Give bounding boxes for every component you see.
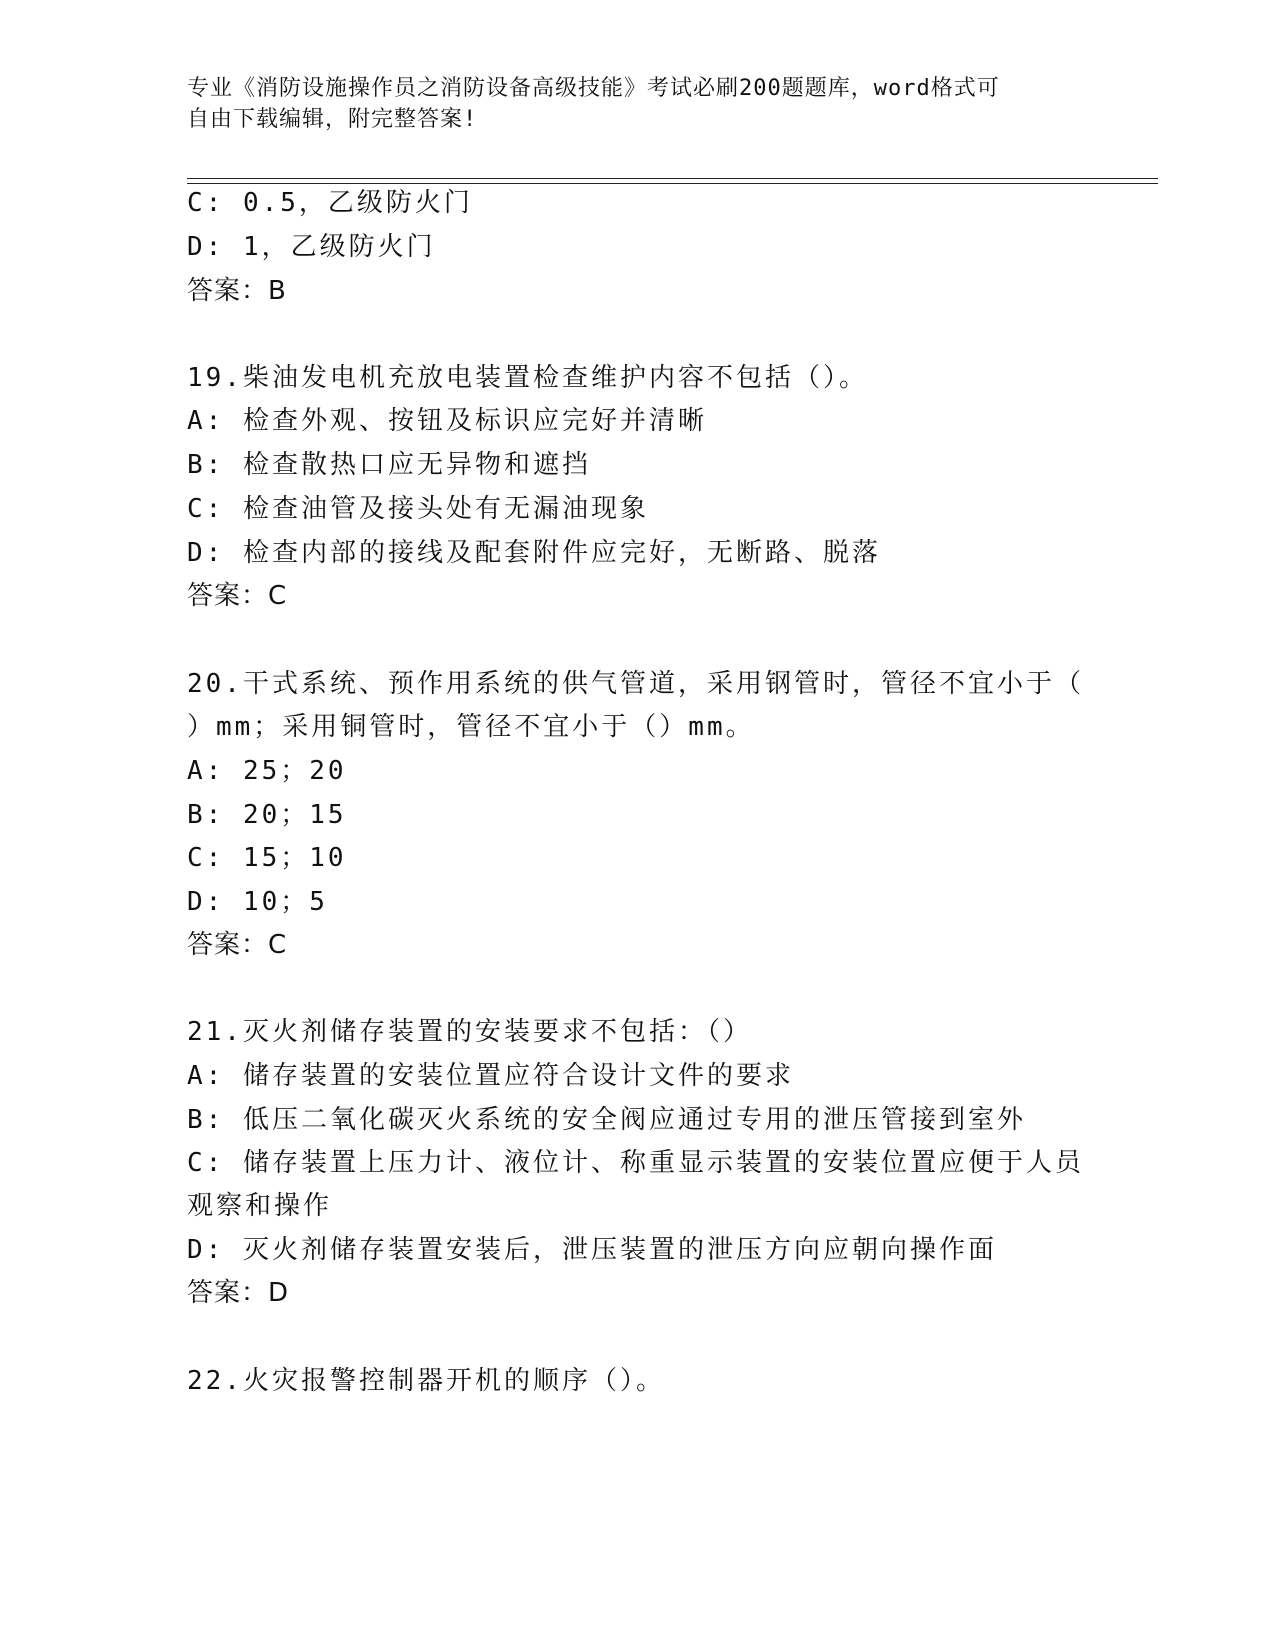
q20-option-d: D: 10；5 bbox=[187, 887, 328, 917]
q21-option-d: D: 灭火剂储存装置安装后，泄压装置的泄压方向应朝向操作面 bbox=[187, 1235, 997, 1265]
document-header bbox=[187, 73, 1067, 135]
q21-option-c-line-2: 观察和操作 bbox=[187, 1191, 333, 1221]
q21-stem: 21.灭火剂储存装置的安装要求不包括：（） bbox=[187, 1017, 752, 1047]
q20-stem-line-2: ）mm；采用铜管时，管径不宜小于（）mm。 bbox=[187, 712, 755, 742]
prev-option-c: C: 0.5，乙级防火门 bbox=[187, 188, 473, 218]
q20-answer: 答案：C bbox=[187, 930, 288, 960]
q20-option-b: B: 20；15 bbox=[187, 800, 347, 830]
prev-answer: 答案：B bbox=[187, 276, 287, 306]
q21-answer: 答案：D bbox=[187, 1278, 290, 1308]
q21-option-c-line-1: C: 储存装置上压力计、液位计、称重显示装置的安装位置应便于人员 bbox=[187, 1148, 1084, 1178]
q19-option-b: B: 检查散热口应无异物和遮挡 bbox=[187, 450, 591, 480]
header-line-2: 自由下载编辑，附完整答案! bbox=[187, 107, 478, 132]
q19-answer: 答案：C bbox=[187, 581, 288, 611]
q21-option-b: B: 低压二氧化碳灭火系统的安全阀应通过专用的泄压管接到室外 bbox=[187, 1105, 1026, 1135]
q21-option-a: A: 储存装置的安装位置应符合设计文件的要求 bbox=[187, 1061, 794, 1091]
header-divider bbox=[187, 178, 1158, 184]
q19-stem: 19.柴油发电机充放电装置检查维护内容不包括（）。 bbox=[187, 363, 868, 393]
q22-stem: 22.火灾报警控制器开机的顺序（）。 bbox=[187, 1366, 665, 1396]
q20-stem-line-1: 20.干式系统、预作用系统的供气管道，采用钢管时，管径不宜小于（ bbox=[187, 669, 1084, 699]
q20-option-a: A: 25；20 bbox=[187, 756, 347, 786]
q20-option-c: C: 15；10 bbox=[187, 843, 347, 873]
prev-option-d: D: 1，乙级防火门 bbox=[187, 232, 436, 262]
q19-option-d: D: 检查内部的接线及配套附件应完好，无断路、脱落 bbox=[187, 538, 881, 568]
header-line-1: 专业《消防设施操作员之消防设备高级技能》考试必刷200题题库，word格式可 bbox=[187, 76, 1000, 101]
q19-option-c: C: 检查油管及接头处有无漏油现象 bbox=[187, 494, 649, 524]
q19-option-a: A: 检查外观、按钮及标识应完好并清晰 bbox=[187, 406, 707, 436]
